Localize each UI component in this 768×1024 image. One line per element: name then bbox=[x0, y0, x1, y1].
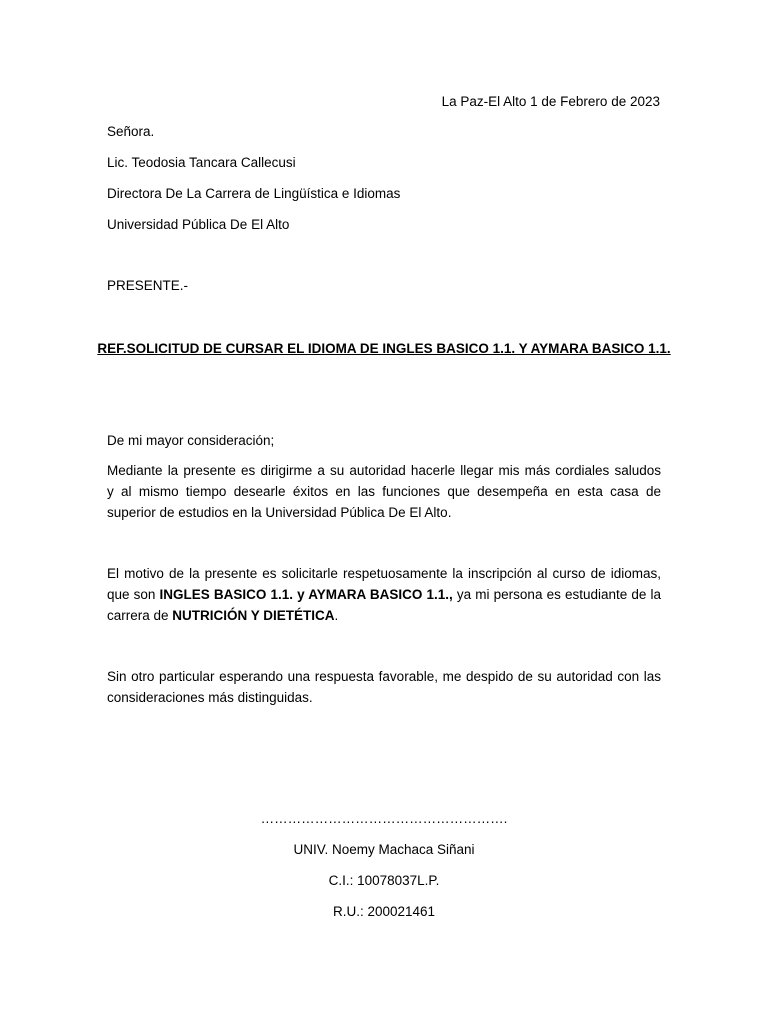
para2-text-a: que son bbox=[107, 587, 160, 602]
para2-text-d: carrera de bbox=[107, 608, 173, 623]
letter-date: La Paz-El Alto 1 de Febrero de 2023 bbox=[441, 94, 660, 109]
paragraph-3-line-1: Sin otro particular esperando una respuesta favorable, me despido de su autoridad con las bbox=[107, 669, 661, 684]
paragraph-2-line-1: El motivo de la presente es solicitarle respetuosamente la inscripción al curso de idiomas, bbox=[107, 566, 661, 581]
recipient-name: Lic. Teodosia Tancara Callecusi bbox=[107, 155, 296, 170]
para2-text-c: ya mi persona es estudiante de la bbox=[452, 587, 662, 602]
paragraph-2 bbox=[107, 563, 661, 626]
career-name: NUTRICIÓN Y DIETÉTICA bbox=[172, 608, 335, 623]
paragraph-1-line-1: Mediante la presente es dirigirme a su autoridad hacerle llegar mis más cordiales saludos bbox=[107, 463, 661, 478]
signature-ru: R.U.: 200021461 bbox=[332, 904, 436, 919]
paragraph-2-line-2 bbox=[107, 584, 661, 605]
recipient-position: Directora De La Carrera de Lingüística e Idiomas bbox=[107, 186, 401, 201]
paragraph-3-line-2: consideraciones más distinguidas. bbox=[107, 690, 313, 705]
course-names: INGLES BASICO 1.1. y AYMARA BASICO 1.1., bbox=[159, 587, 453, 602]
paragraph-2-line-3 bbox=[107, 605, 661, 626]
paragraph-3 bbox=[107, 666, 661, 708]
para2-text-e: . bbox=[334, 608, 339, 623]
paragraph-1 bbox=[107, 460, 661, 523]
presente-label: PRESENTE.- bbox=[107, 278, 189, 293]
recipient-institution: Universidad Pública De El Alto bbox=[107, 217, 290, 232]
paragraph-1-line-3: superior de estudios en la Universidad Pública De El Alto. bbox=[107, 505, 452, 520]
reference-line: REF.SOLICITUD DE CURSAR EL IDIOMA DE INGLES BASICO 1.1. Y AYMARA BASICO 1.1. bbox=[97, 341, 671, 356]
signature-ci: C.I.: 10078037L.P. bbox=[328, 873, 440, 888]
signature-dots: ………………………………………………. bbox=[260, 811, 508, 826]
recipient-salutation: Señora. bbox=[107, 124, 155, 139]
paragraph-1-line-2: y al mismo tiempo desearle éxitos en las funciones que desempeña en esta casa de bbox=[107, 484, 661, 499]
signature-name: UNIV. Noemy Machaca Siñani bbox=[293, 842, 475, 857]
greeting: De mi mayor consideración; bbox=[107, 433, 275, 448]
